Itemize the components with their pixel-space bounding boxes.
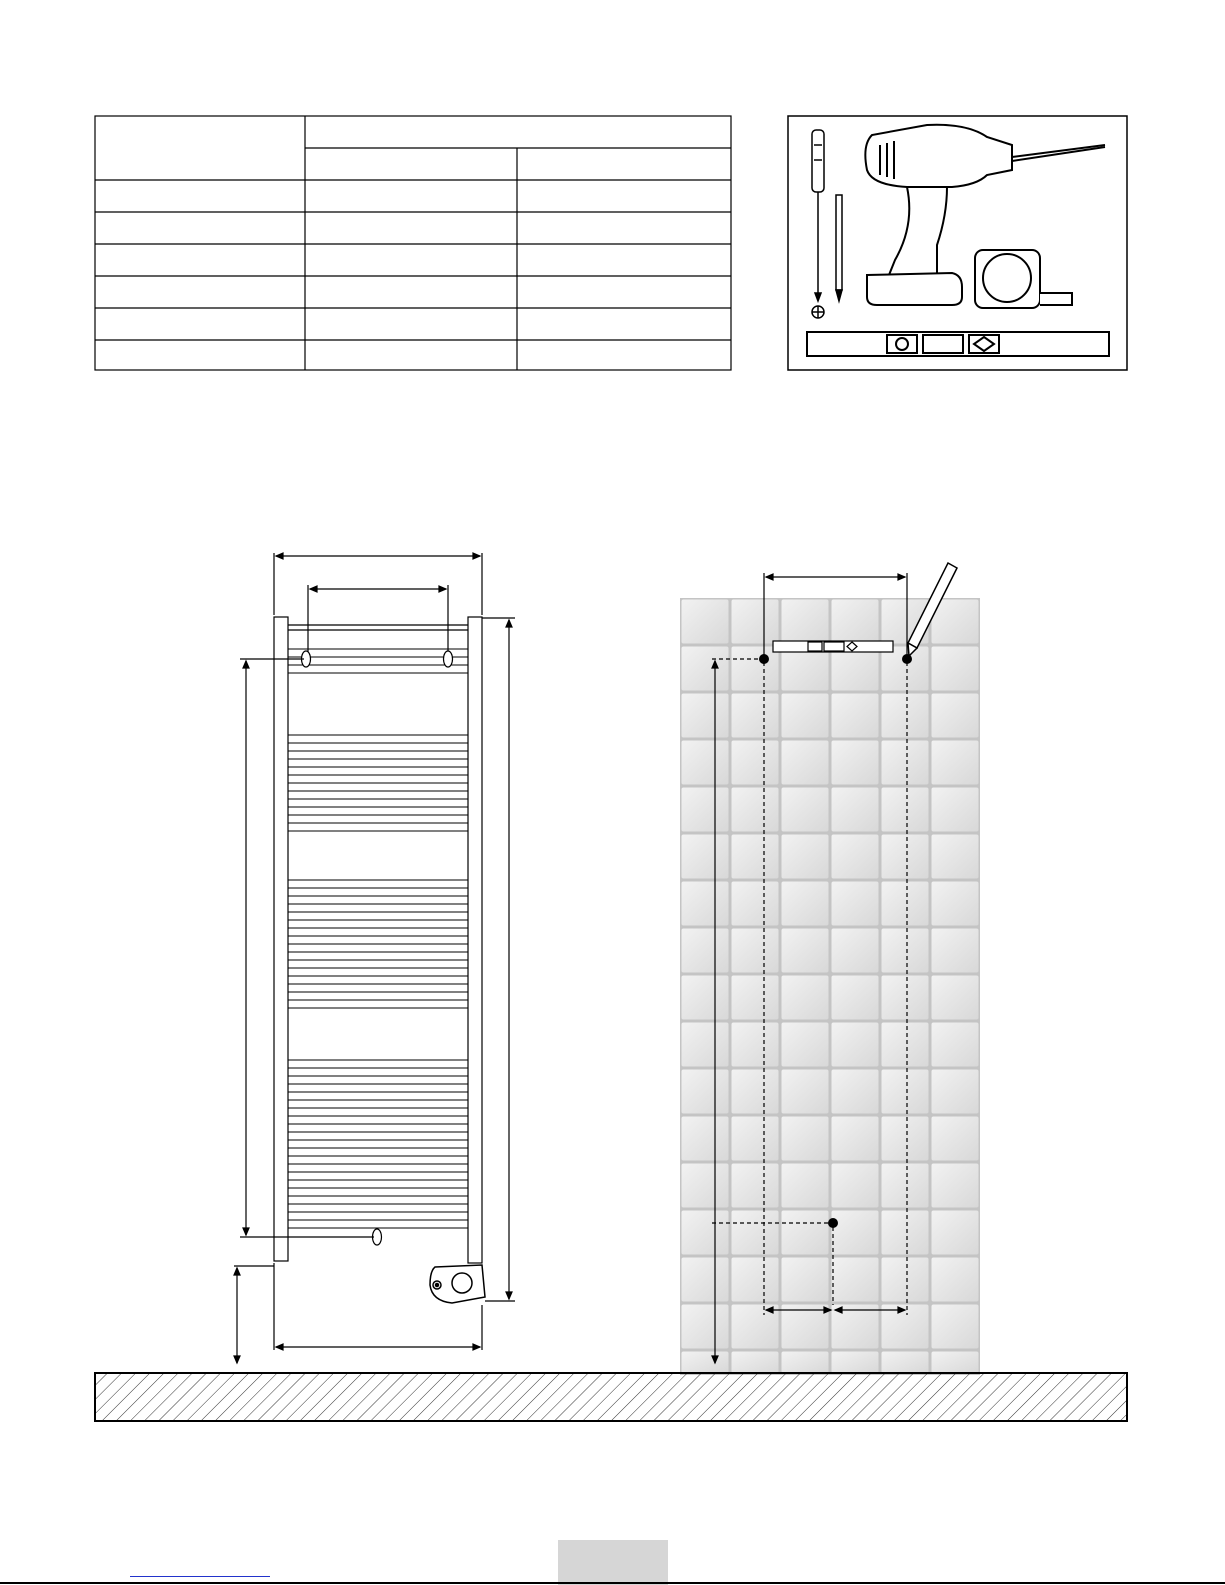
wall-tile	[832, 882, 879, 926]
wall-tile	[782, 788, 829, 832]
wall-tile	[782, 1258, 829, 1302]
wall-tile	[682, 835, 729, 879]
wall-tile	[782, 929, 829, 973]
wall-tile	[932, 1305, 979, 1349]
wall-tile	[932, 835, 979, 879]
wall-tile	[882, 976, 929, 1020]
wall-tile	[732, 1117, 779, 1161]
wall-tile	[932, 1211, 979, 1255]
tools-panel	[787, 115, 1130, 373]
wall-tile	[682, 788, 729, 832]
wall-tile	[882, 647, 929, 691]
wall-tile	[782, 647, 829, 691]
wall-tile	[732, 1023, 779, 1067]
wall-tile	[682, 882, 729, 926]
wall-tile	[832, 1117, 879, 1161]
wall-tile	[832, 647, 879, 691]
wall-tile	[732, 741, 779, 785]
wall-tile	[882, 1070, 929, 1114]
wall-tile	[882, 1258, 929, 1302]
wall-tile	[732, 1164, 779, 1208]
wall-tile	[932, 1117, 979, 1161]
wall-tile	[832, 1258, 879, 1302]
wall-tile	[782, 600, 829, 644]
wall-tile	[882, 1352, 929, 1374]
wall-tile	[832, 694, 879, 738]
wall-tile	[682, 1164, 729, 1208]
wall-tile	[932, 1070, 979, 1114]
wall-tile	[732, 929, 779, 973]
wall-tile	[682, 1023, 729, 1067]
wall-tile	[932, 741, 979, 785]
wall-tile	[732, 647, 779, 691]
wall-tile	[932, 976, 979, 1020]
page-number-box	[558, 1540, 668, 1585]
wall-tile	[682, 1305, 729, 1349]
wall-tile	[682, 741, 729, 785]
wall-tile	[832, 741, 879, 785]
wall-tile	[832, 1211, 879, 1255]
wall-tile	[932, 647, 979, 691]
wall-tile	[782, 1164, 829, 1208]
radiator-diagram	[220, 545, 530, 1375]
wall-tile	[782, 882, 829, 926]
wall-tile	[732, 1258, 779, 1302]
wall-tile	[682, 1070, 729, 1114]
wall-tile	[732, 882, 779, 926]
wall-tile	[782, 1352, 829, 1374]
bottom-rule	[0, 1582, 1225, 1584]
wall-tile	[782, 741, 829, 785]
wall-tile	[832, 976, 879, 1020]
wall-tile	[932, 1164, 979, 1208]
wall-tile	[882, 741, 929, 785]
wall-tile	[832, 1352, 879, 1374]
wall-tile	[682, 647, 729, 691]
wall-tile	[932, 788, 979, 832]
wall-tile	[732, 1352, 779, 1374]
wall-tile	[832, 929, 879, 973]
wall-tile	[782, 1211, 829, 1255]
wall-tile	[832, 1023, 879, 1067]
spirit-level-icon	[807, 332, 1109, 356]
wall-tile	[932, 929, 979, 973]
wall-tile	[782, 1070, 829, 1114]
wall-tile	[832, 835, 879, 879]
mounting-hole-icon	[444, 651, 453, 667]
wall-tile	[882, 929, 929, 973]
wall-tile	[782, 694, 829, 738]
wall-tile	[832, 600, 879, 644]
wall-tile	[682, 1258, 729, 1302]
wall-tile	[732, 1070, 779, 1114]
wall-tile	[932, 1258, 979, 1302]
thermostat-icon	[430, 1265, 485, 1303]
wall-tile	[782, 976, 829, 1020]
wall-tile	[682, 1211, 729, 1255]
wall-diagram	[660, 555, 990, 1375]
wall-tile	[732, 788, 779, 832]
wall-tile	[732, 835, 779, 879]
radiator-bars	[288, 649, 468, 1228]
spirit-level-icon	[773, 641, 893, 652]
footer-link-underline	[130, 1576, 270, 1577]
wall-tile	[682, 929, 729, 973]
wall-tile	[782, 835, 829, 879]
wall-tile	[682, 1117, 729, 1161]
wall-tile	[682, 1352, 729, 1374]
wall-tile	[832, 1164, 879, 1208]
wall-tile	[932, 1023, 979, 1067]
wall-tile	[882, 1164, 929, 1208]
wall-tile	[882, 1305, 929, 1349]
wall-tile	[882, 1023, 929, 1067]
wall-tile	[782, 1117, 829, 1161]
wall-tile	[832, 1070, 879, 1114]
wall-tile	[782, 1305, 829, 1349]
wall-tile	[882, 835, 929, 879]
tile-wall-icon	[680, 598, 980, 1375]
wall-tile	[932, 882, 979, 926]
wall-tile	[932, 694, 979, 738]
wall-tile	[882, 694, 929, 738]
wall-tile	[732, 1211, 779, 1255]
floor-hatch	[94, 1372, 1130, 1424]
pencil-icon	[836, 195, 842, 301]
wall-tile	[732, 976, 779, 1020]
wall-tile	[782, 1023, 829, 1067]
wall-tile	[932, 1352, 979, 1374]
wall-tile	[682, 694, 729, 738]
wall-tile	[682, 976, 729, 1020]
wall-tile	[882, 788, 929, 832]
wall-tile	[732, 600, 779, 644]
spec-table	[94, 115, 734, 373]
wall-tile	[682, 600, 729, 644]
wall-tile	[832, 788, 879, 832]
wall-tile	[882, 882, 929, 926]
wall-tile	[882, 1117, 929, 1161]
wall-tile	[732, 694, 779, 738]
wall-tile	[882, 1211, 929, 1255]
